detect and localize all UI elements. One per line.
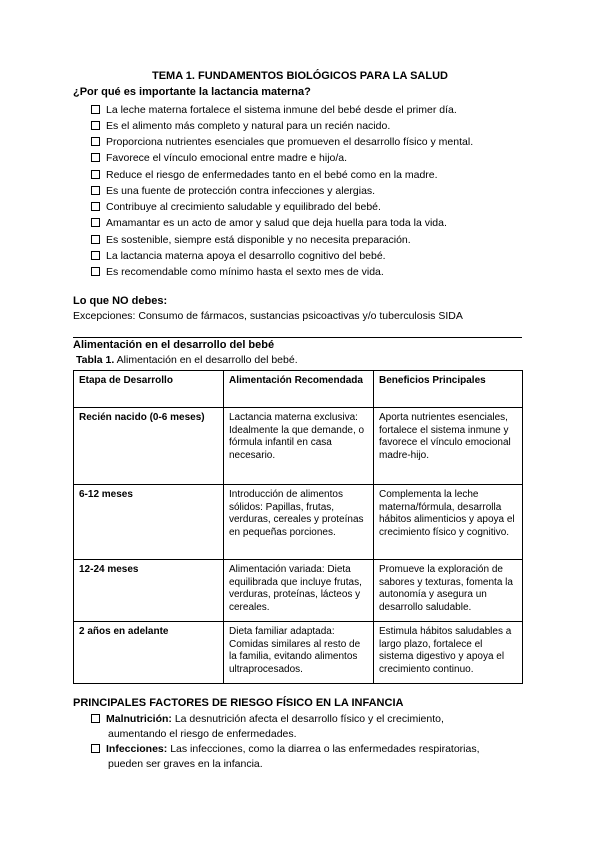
reason-item: Es el alimento más completo y natural para un recién nacido. (91, 119, 390, 133)
checkbox-icon[interactable] (91, 714, 100, 723)
feeding-cell: Dieta familiar adaptada: Comidas similares al resto de la familia, evitando alimentos ultraprocesados. (224, 622, 374, 684)
risk-item: Infecciones: Las infecciones, como la diarrea o las enfermedades respiratorias, pueden ser graves en la infancia. (91, 742, 521, 772)
table-row (74, 408, 523, 485)
checkbox-icon[interactable] (91, 251, 100, 260)
reason-item: La lactancia materna apoya el desarrollo cognitivo del bebé. (91, 249, 386, 263)
table-header-row (74, 371, 523, 408)
reason-item: Favorece el vínculo emocional entre madre e hijo/a. (91, 151, 347, 165)
reason-item: Es una fuente de protección contra infecciones y alergias. (91, 184, 375, 198)
reason-item: Proporciona nutrientes esenciales que promueven el desarrollo físico y mental. (91, 135, 473, 149)
table-header-cell: Alimentación Recomendada (224, 371, 374, 408)
checkbox-icon[interactable] (91, 170, 100, 179)
table-caption: Tabla 1. Alimentación en el desarrollo del bebé. (76, 354, 298, 366)
reason-item: Es recomendable como mínimo hasta el sexto mes de vida. (91, 265, 384, 279)
risk-item: Malnutrición: La desnutrición afecta el desarrollo físico y el crecimiento, aumentando el riesgo de enfermedades. (91, 712, 521, 742)
checkbox-icon[interactable] (91, 202, 100, 211)
stage-cell: 2 años en adelante (74, 622, 224, 684)
checkbox-icon[interactable] (91, 235, 100, 244)
checkbox-icon[interactable] (91, 267, 100, 276)
checkbox-icon[interactable] (91, 121, 100, 130)
feeding-cell: Alimentación variada: Dieta equilibrada que incluye frutas, verduras, proteínas, lácteos y cereales. (224, 560, 374, 622)
feeding-heading: Alimentación en el desarrollo del bebé (73, 339, 275, 351)
question-heading: ¿Por qué es importante la lactancia materna? (73, 86, 311, 98)
checkbox-icon[interactable] (91, 186, 100, 195)
checkbox-icon[interactable] (91, 744, 100, 753)
checkbox-icon[interactable] (91, 153, 100, 162)
reason-item: La leche materna fortalece el sistema inmune del bebé desde el primer día. (91, 103, 457, 117)
benefit-cell: Complementa la leche materna/fórmula, desarrolla hábitos alimenticios y apoya el crecimiento físico y cognitivo. (374, 485, 523, 560)
table-header-cell: Beneficios Principales (374, 371, 523, 408)
page-title: TEMA 1. FUNDAMENTOS BIOLÓGICOS PARA LA SALUD (152, 70, 448, 82)
feeding-cell: Introducción de alimentos sólidos: Papillas, frutas, verduras, cereales y proteínas en pequeñas porciones. (224, 485, 374, 560)
checkbox-icon[interactable] (91, 105, 100, 114)
dont-heading: Lo que NO debes: (73, 295, 168, 307)
reason-item: Contribuye al crecimiento saludable y equilibrado del bebé. (91, 200, 381, 214)
exceptions-text: Excepciones: Consumo de fármacos, sustancias psicoactivas y/o tuberculosis SIDA (73, 310, 463, 322)
benefit-cell: Promueve la exploración de sabores y texturas, fomenta la autonomía y asegura un desarrollo saludable. (374, 560, 523, 622)
stage-cell: Recién nacido (0-6 meses) (74, 408, 224, 485)
reason-item: Reduce el riesgo de enfermedades tanto en el bebé como en la madre. (91, 168, 438, 182)
table-row (74, 622, 523, 684)
benefit-cell: Estimula hábitos saludables a largo plazo, fortalece el sistema digestivo y apoya el crecimiento continuo. (374, 622, 523, 684)
reason-item: Amamantar es un acto de amor y salud que deja huella para toda la vida. (91, 216, 447, 230)
benefit-cell: Aporta nutrientes esenciales, fortalece el sistema inmune y favorece el vínculo emocional madre-hijo. (374, 408, 523, 485)
stage-cell: 12-24 meses (74, 560, 224, 622)
divider-line (73, 337, 522, 338)
reason-item: Es sostenible, siempre está disponible y no necesita preparación. (91, 233, 411, 247)
table-row (74, 560, 523, 622)
feeding-cell: Lactancia materna exclusiva: Idealmente la que demande, o fórmula infantil en casa necesario. (224, 408, 374, 485)
checkbox-icon[interactable] (91, 137, 100, 146)
checkbox-icon[interactable] (91, 218, 100, 227)
table-header-cell: Etapa de Desarrollo (74, 371, 224, 408)
risks-heading: PRINCIPALES FACTORES DE RIESGO FÍSICO EN LA INFANCIA (73, 697, 404, 709)
stage-cell: 6-12 meses (74, 485, 224, 560)
table-row (74, 485, 523, 560)
feeding-table (73, 370, 523, 684)
